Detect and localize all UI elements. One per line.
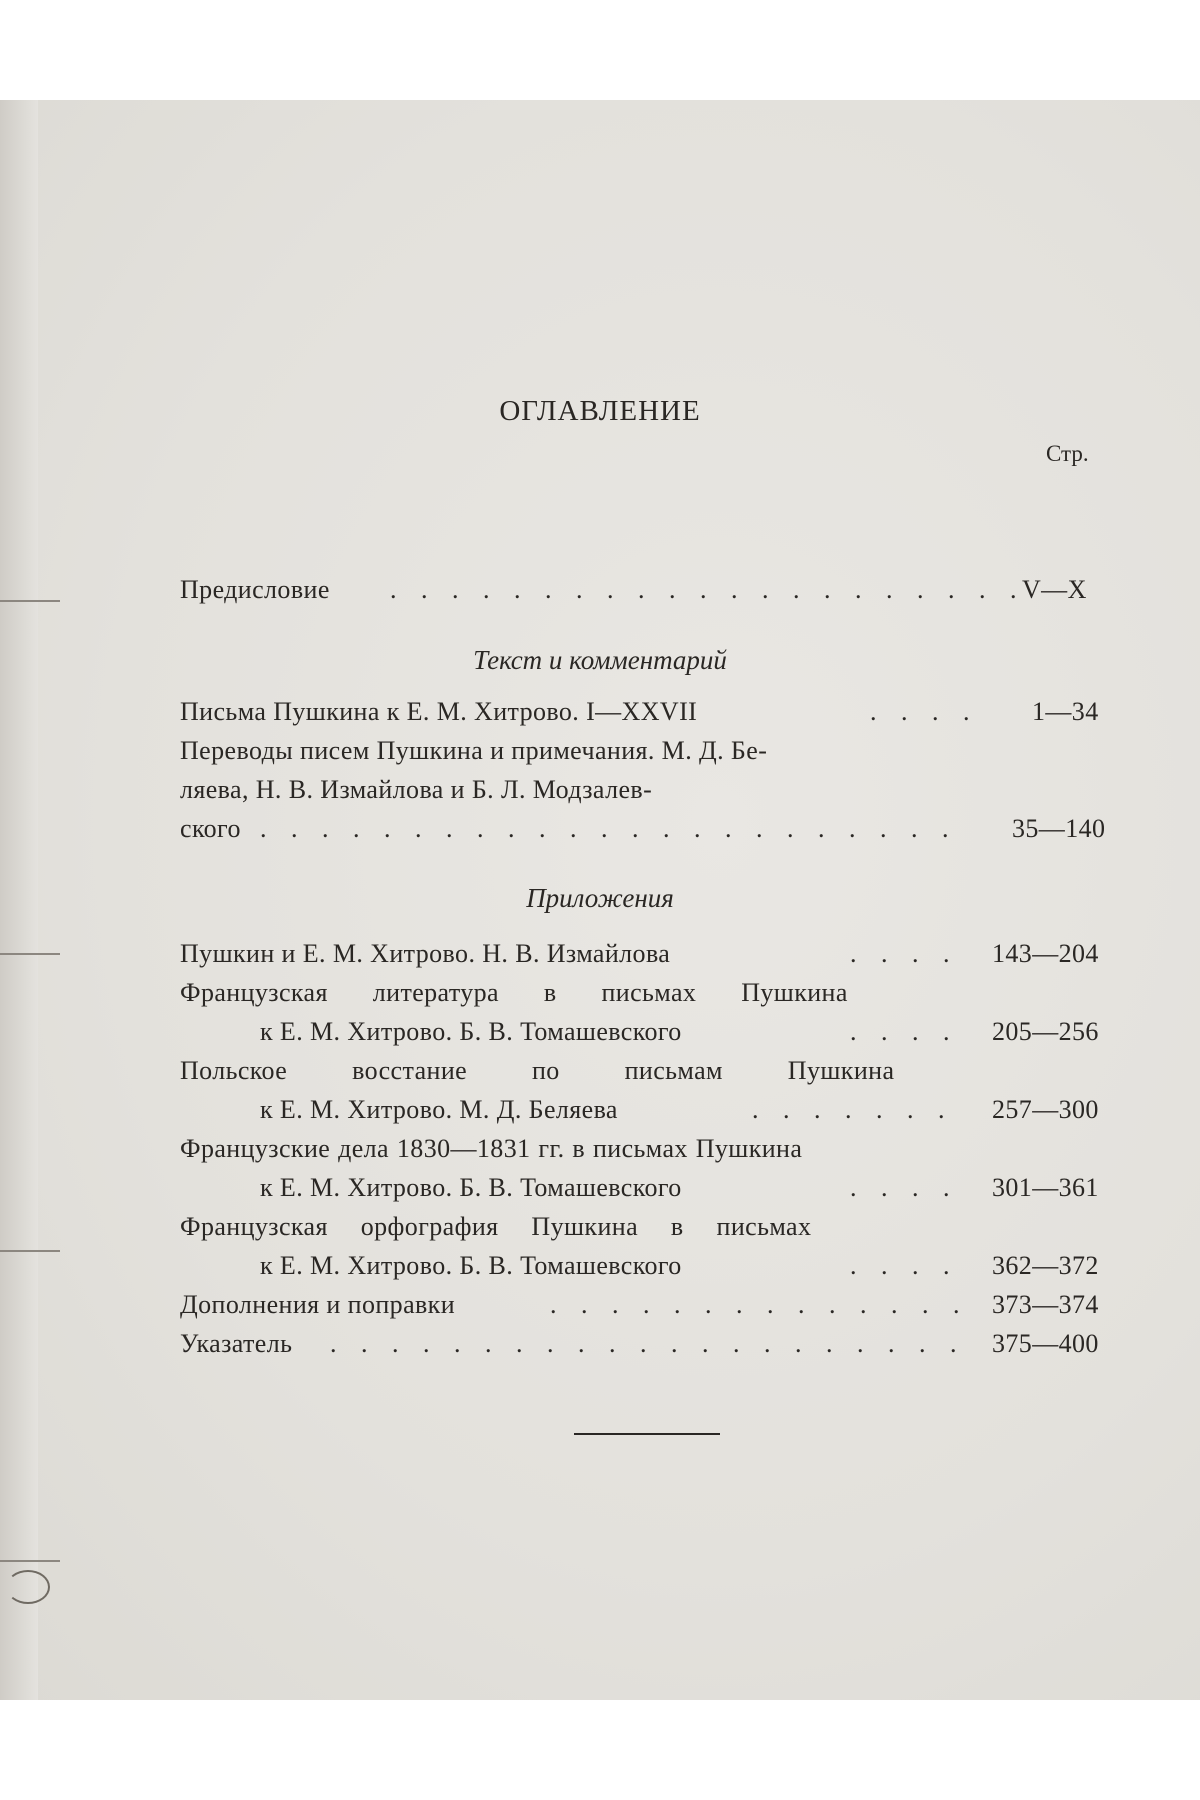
entry-text: ляева, Н. В. Измайлова и Б. Л. Модзалев-: [180, 775, 653, 804]
entry-pages: 35—140: [1012, 814, 1106, 843]
toc-entry-line: [180, 1134, 1140, 1170]
entry-text: Указатель: [180, 1329, 293, 1358]
toc-entry-line: [180, 775, 1140, 811]
toc-entry-line: [180, 814, 1140, 850]
entry-pages: V—X: [1022, 575, 1087, 604]
toc-entry: [180, 1290, 1140, 1326]
entry-text: Французская литература в письмах Пушкина: [180, 978, 848, 1007]
toc-entry-line: [180, 1056, 1140, 1092]
entry-text: Переводы писем Пушкина и примечания. М. Д. Бе-: [180, 736, 768, 765]
page-column-label: Стр.: [1046, 441, 1089, 466]
leader-dots: . . . . . . .: [752, 1095, 954, 1124]
toc-entry-line: [180, 1173, 1140, 1209]
entry-pages: 257—300: [992, 1095, 1099, 1124]
leader-dots: . . . . . . . . . . . . . .: [550, 1290, 969, 1319]
leader-dots: . . . .: [850, 939, 959, 968]
leader-dots: . . . .: [850, 1173, 959, 1202]
entry-pages: 362—372: [992, 1251, 1099, 1280]
entry-text: Французские дела 1830—1831 гг. в письмах Пушкина: [180, 1134, 803, 1163]
toc-entry-line: [180, 1212, 1140, 1248]
binding-stitch: [0, 1250, 60, 1252]
entry-text: к Е. М. Хитрово. Б. В. Томашевского: [260, 1251, 682, 1280]
entry-pages: 373—374: [992, 1290, 1099, 1319]
leader-dots: . . . . . . . . . . . . . . . . . . . . . . .: [260, 814, 958, 843]
entry-text: Дополнения и поправки: [180, 1290, 456, 1319]
toc-entry-preface: [180, 575, 1140, 611]
entry-pages: 301—361: [992, 1173, 1099, 1202]
entry-text: к Е. М. Хитрово. Б. В. Томашевского: [260, 1173, 682, 1202]
toc-entry: [180, 939, 1140, 975]
entry-pages: 375—400: [992, 1329, 1099, 1358]
toc-entry-line: [180, 978, 1140, 1014]
entry-text: Предисловие: [180, 575, 330, 604]
entry-text: Французская орфография Пушкина в письмах: [180, 1212, 812, 1241]
entry-text: к Е. М. Хитрово. М. Д. Беляева: [260, 1095, 618, 1124]
entry-text: Письма Пушкина к Е. М. Хитрово. I—XXVII: [180, 697, 698, 726]
binding-stitch: [0, 600, 60, 602]
toc-title: ОГЛАВЛЕНИЕ: [499, 395, 701, 427]
leader-dots: . . . .: [850, 1017, 959, 1046]
toc-entry-line: [180, 1251, 1140, 1287]
toc-entry-line: [180, 1095, 1140, 1131]
entry-pages: 1—34: [1032, 697, 1099, 726]
binding-stitch: [0, 953, 60, 955]
closing-rule: [574, 1433, 720, 1435]
entry-pages: 143—204: [992, 939, 1099, 968]
binding-stitch: [0, 1560, 60, 1562]
section-title-applications: Приложения: [526, 883, 674, 913]
entry-pages: 205—256: [992, 1017, 1099, 1046]
leader-dots: . . . . . . . . . . . . . . . . . . . . .: [330, 1329, 966, 1358]
toc-entry-line: [180, 1017, 1140, 1053]
leader-dots: . . . .: [850, 1251, 959, 1280]
leader-dots: . . . .: [870, 697, 979, 726]
section-title-text: Текст и комментарий: [473, 645, 727, 675]
toc-entry-line: [180, 736, 1140, 772]
entry-text: Польское восстание по письмам Пушкина: [180, 1056, 895, 1085]
entry-text: ского: [180, 814, 241, 843]
toc-entry: [180, 697, 1140, 733]
entry-text: к Е. М. Хитрово. Б. В. Томашевского: [260, 1017, 682, 1046]
binding-thread: [6, 1570, 50, 1604]
leader-dots: . . . . . . . . . . . . . . . . . . . . .: [390, 575, 1026, 604]
toc-entry: [180, 1329, 1140, 1365]
entry-text: Пушкин и Е. М. Хитрово. Н. В. Измайлова: [180, 939, 671, 968]
